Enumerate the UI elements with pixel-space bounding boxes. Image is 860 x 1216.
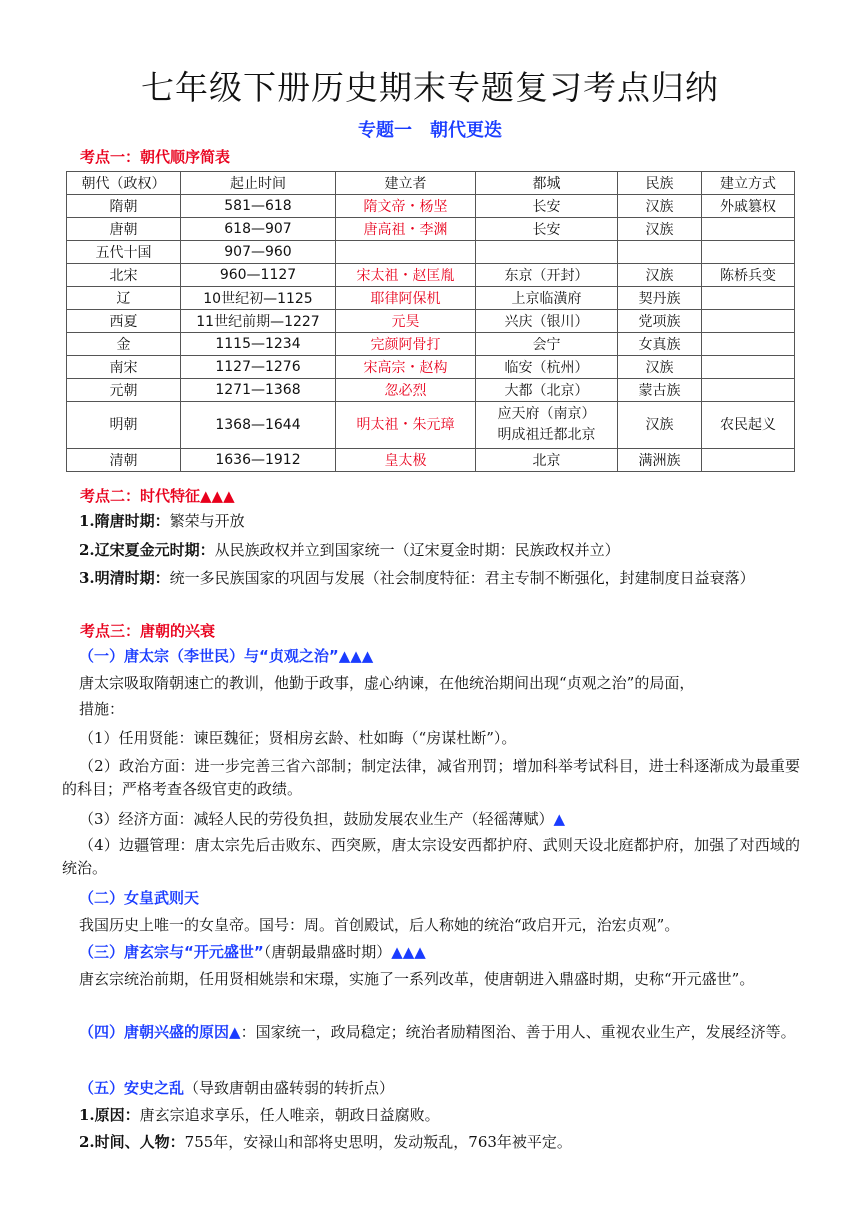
cell-founder: 耶律阿保机: [336, 287, 476, 310]
column-header: 起止时间: [181, 172, 336, 195]
cell-method: [702, 449, 795, 472]
cell-method: 农民起义: [702, 402, 795, 449]
cell-capital: 上京临潢府: [476, 287, 618, 310]
importance-marks: ▲: [553, 810, 566, 828]
table-row: [67, 449, 795, 472]
item-label: 1.隋唐时期：: [79, 512, 170, 530]
capital-line: 应天府（南京）: [497, 406, 596, 422]
table-row: [67, 379, 795, 402]
s1-measure-4: （4）边疆管理：唐太宗先后击败东、西突厥，唐太宗设安西都护府、武则天设北庭都护府，加强了对西域的统治。: [62, 836, 800, 877]
cell-method: [702, 287, 795, 310]
column-header: 朝代（政权）: [67, 172, 181, 195]
cell-dynasty: 金: [67, 333, 181, 356]
s2-title: [62, 887, 800, 910]
cell-founder: 唐高祖・李渊: [336, 218, 476, 241]
cell-capital: 兴庆（银川）: [476, 310, 618, 333]
s4-title-text: （四）唐朝兴盛的原因: [79, 1023, 230, 1041]
cell-dynasty: 明朝: [67, 402, 181, 449]
cell-capital: 临安（杭州）: [476, 356, 618, 379]
cell-ethnicity: 满洲族: [618, 449, 702, 472]
column-header: 建立者: [336, 172, 476, 195]
point-text: 755年，安禄山和部将史思明，发动叛乱，763年被平定。: [184, 1133, 572, 1151]
cell-capital: 东京（开封）: [476, 264, 618, 287]
table-row: [67, 218, 795, 241]
kp1-heading: 考点一：朝代顺序简表: [80, 148, 231, 166]
kp2-heading: [80, 485, 235, 506]
s5-point-2: [62, 1131, 800, 1154]
cell-founder: 隋文帝・杨坚: [336, 195, 476, 218]
importance-marks: ▲▲▲: [391, 943, 426, 961]
cell-method: [702, 379, 795, 402]
cell-ethnicity: 汉族: [618, 264, 702, 287]
cell-capital: 长安: [476, 195, 618, 218]
cell-capital: [476, 402, 618, 449]
cell-founder: 元昊: [336, 310, 476, 333]
kp2-item: [62, 567, 800, 590]
table-row: [67, 264, 795, 287]
cell-ethnicity: 汉族: [618, 356, 702, 379]
s5-title-text: （五）安史之乱: [79, 1079, 185, 1097]
cell-method: [702, 333, 795, 356]
cell-period: 1115—1234: [181, 333, 336, 356]
kp3-heading: 考点三：唐朝的兴衰: [80, 622, 216, 640]
s4-text: ：国家统一，政局稳定；统治者励精图治、善于用人、重视农业生产，发展经济等。: [240, 1023, 796, 1041]
s1-title-text: （一）唐太宗（李世民）与“贞观之治”: [79, 647, 339, 665]
s1-measure-2: （2）政治方面：进一步完善三省六部制；制定法律，减省刑罚；增加科举考试科目，进士科逐渐成为最重要的科目；严格考查各级官吏的政绩。: [62, 757, 800, 798]
s4-paragraph: [62, 1021, 800, 1044]
importance-marks: ▲▲▲: [200, 487, 235, 505]
cell-period: 1127—1276: [181, 356, 336, 379]
cell-dynasty: 北宋: [67, 264, 181, 287]
column-header: 都城: [476, 172, 618, 195]
s2-title-text: （二）女皇武则天: [79, 889, 200, 907]
cell-founder: 皇太极: [336, 449, 476, 472]
point-label: 1.原因：: [79, 1106, 140, 1124]
dynasty-table: [66, 171, 795, 472]
point-text: 唐玄宗追求享乐，任人唯亲，朝政日益腐败。: [139, 1106, 440, 1124]
s3-note: （唐朝最鼎盛时期）: [263, 943, 392, 961]
cell-ethnicity: 汉族: [618, 195, 702, 218]
item-label: 3.明清时期：: [79, 569, 170, 587]
cell-ethnicity: [618, 241, 702, 264]
cell-founder: 完颜阿骨打: [336, 333, 476, 356]
cell-period: 11世纪前期—1227: [181, 310, 336, 333]
cell-period: 960—1127: [181, 264, 336, 287]
s3-title: [62, 941, 800, 964]
item-text: 繁荣与开放: [169, 512, 245, 530]
cell-dynasty: 南宋: [67, 356, 181, 379]
cell-capital: [476, 241, 618, 264]
kp2-item: [62, 539, 800, 562]
cell-period: 10世纪初—1125: [181, 287, 336, 310]
cell-period: 1636—1912: [181, 449, 336, 472]
cell-ethnicity: 女真族: [618, 333, 702, 356]
item-text: 统一多民族国家的巩固与发展（社会制度特征：君主专制不断强化，封建制度日益衰落）: [169, 569, 755, 587]
measure-text: （3）经济方面：减轻人民的劳役负担，鼓励发展农业生产（轻徭薄赋）: [79, 810, 554, 828]
cell-period: 1368—1644: [181, 402, 336, 449]
s1-title: [62, 645, 800, 668]
table-row: [67, 195, 795, 218]
cell-period: 618—907: [181, 218, 336, 241]
cell-ethnicity: 契丹族: [618, 287, 702, 310]
s5-note: （导致唐朝由盛转弱的转折点）: [184, 1079, 395, 1097]
cell-dynasty: 西夏: [67, 310, 181, 333]
item-text: 从民族政权并立到国家统一（辽宋夏金时期：民族政权并立）: [214, 541, 620, 559]
cell-founder: 明太祖・朱元璋: [336, 402, 476, 449]
table-row: [67, 356, 795, 379]
s1-measures-label: 措施：: [79, 700, 125, 718]
cell-ethnicity: 党项族: [618, 310, 702, 333]
cell-ethnicity: 汉族: [618, 402, 702, 449]
cell-dynasty: 清朝: [67, 449, 181, 472]
cell-dynasty: 辽: [67, 287, 181, 310]
cell-method: 陈桥兵变: [702, 264, 795, 287]
cell-ethnicity: 汉族: [618, 218, 702, 241]
table-header-row: [67, 172, 795, 195]
cell-period: 1271—1368: [181, 379, 336, 402]
cell-founder: 宋高宗・赵构: [336, 356, 476, 379]
s1-measure-1: （1）任用贤能：谏臣魏征；贤相房玄龄、杜如晦（“房谋杜断”）。: [79, 729, 517, 747]
cell-capital: 长安: [476, 218, 618, 241]
table-row: [67, 402, 795, 449]
cell-period: 907—960: [181, 241, 336, 264]
cell-capital: 会宁: [476, 333, 618, 356]
cell-method: [702, 241, 795, 264]
cell-founder: [336, 241, 476, 264]
cell-period: 581—618: [181, 195, 336, 218]
capital-line: 明成祖迁都北京: [497, 427, 596, 443]
table-row: [67, 310, 795, 333]
point-label: 2.时间、人物：: [79, 1133, 185, 1151]
cell-dynasty: 五代十国: [67, 241, 181, 264]
cell-method: [702, 356, 795, 379]
s1-measure-3: [62, 808, 800, 831]
s3-title-text: （三）唐玄宗与“开元盛世”: [79, 943, 264, 961]
cell-dynasty: 唐朝: [67, 218, 181, 241]
column-header: 民族: [618, 172, 702, 195]
cell-method: [702, 218, 795, 241]
s5-title: [62, 1077, 800, 1100]
page-subtitle: 专题一 朝代更迭: [358, 120, 502, 141]
cell-founder: 忽必烈: [336, 379, 476, 402]
cell-method: 外戚篡权: [702, 195, 795, 218]
cell-founder: 宋太祖・赵匡胤: [336, 264, 476, 287]
cell-capital: 大都（北京）: [476, 379, 618, 402]
item-label: 2.辽宋夏金元时期：: [79, 541, 215, 559]
table-row: [67, 333, 795, 356]
kp2-item: [62, 510, 800, 533]
kp2-heading-text: 考点二：时代特征: [80, 487, 201, 505]
cell-dynasty: 元朝: [67, 379, 181, 402]
s1-intro: 唐太宗吸取隋朝速亡的教训，他勤于政事，虚心纳谏，在他统治期间出现“贞观之治”的局面，: [79, 674, 695, 692]
table-row: [67, 287, 795, 310]
s5-point-1: [62, 1104, 800, 1127]
page-title: 七年级下册历史期末专题复习考点归纳: [141, 68, 719, 107]
cell-capital: 北京: [476, 449, 618, 472]
cell-ethnicity: 蒙古族: [618, 379, 702, 402]
table-row: [67, 241, 795, 264]
s2-text: 我国历史上唯一的女皇帝。国号：周。首创殿试，后人称她的统治“政启开元，治宏贞观”。: [79, 916, 680, 934]
column-header: 建立方式: [702, 172, 795, 195]
importance-marks: ▲: [229, 1023, 241, 1041]
importance-marks: ▲▲▲: [338, 647, 374, 665]
cell-method: [702, 310, 795, 333]
cell-dynasty: 隋朝: [67, 195, 181, 218]
s3-text: 唐玄宗统治前期，任用贤相姚崇和宋璟，实施了一系列改革，使唐朝进入鼎盛时期，史称“开元盛世”。: [79, 970, 755, 988]
